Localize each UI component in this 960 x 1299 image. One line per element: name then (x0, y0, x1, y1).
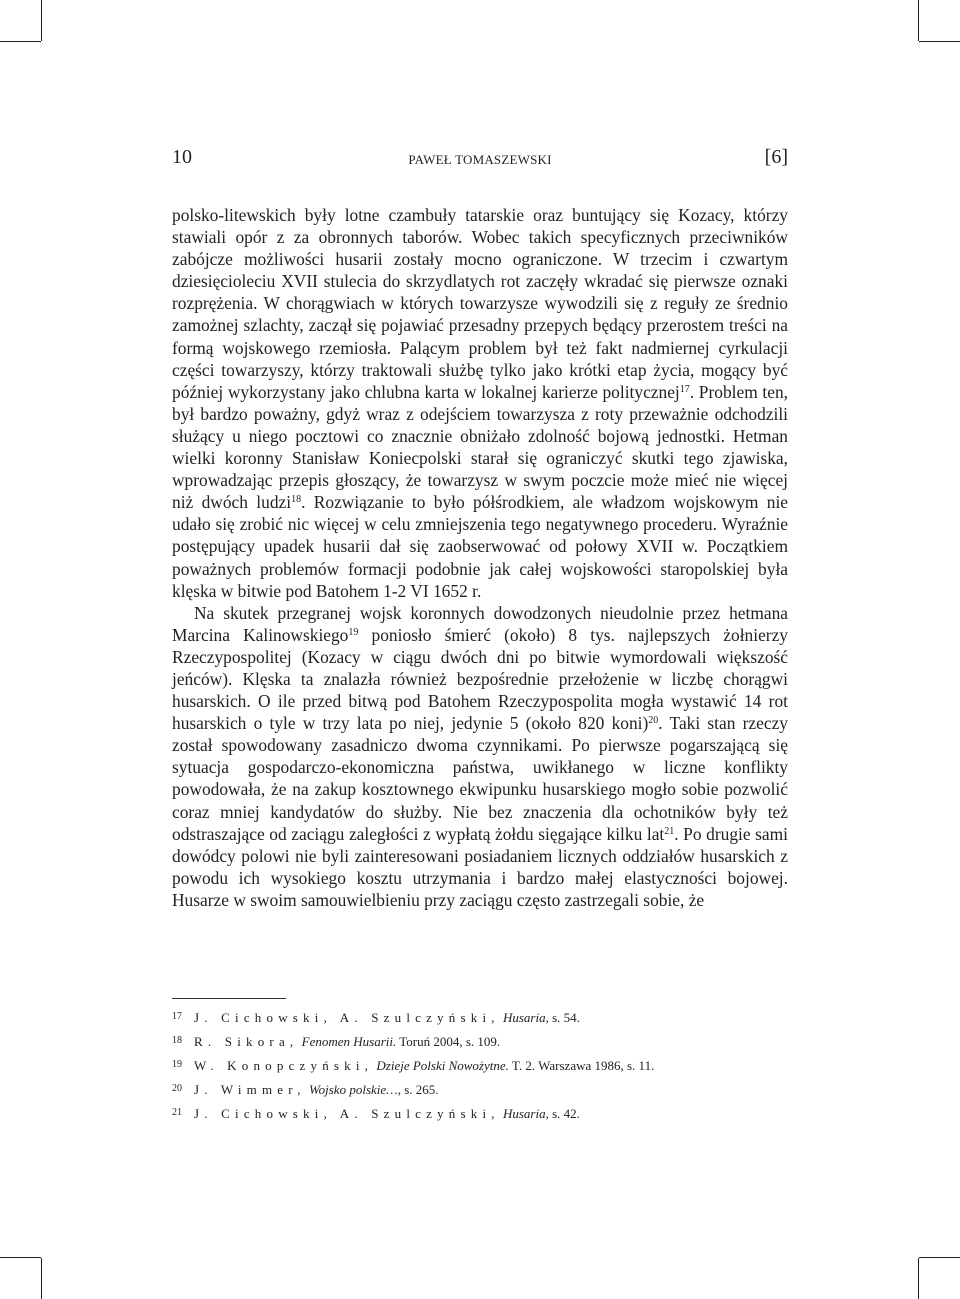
crop-mark (0, 41, 41, 42)
footnote-ref: 19 (348, 626, 359, 638)
bracket-page-number: [6] (764, 146, 788, 168)
running-head (172, 146, 788, 176)
footnote-ref: 17 (679, 383, 690, 395)
crop-mark (919, 41, 960, 42)
footnote: 21 J. Cichowski, A. Szulczyński, Husaria, s. 42. (172, 1106, 580, 1121)
footnote-title: Dzieje Polski Nowożytne. (376, 1058, 509, 1073)
footnote-author: J. Wimmer, (194, 1082, 306, 1097)
footnote-title: Husaria (502, 1106, 546, 1121)
footnote-author: R. Sikora, (194, 1034, 299, 1049)
footnote-title: Husaria (502, 1010, 546, 1025)
footnote-author: J. Cichowski, A. Szulczyński, (194, 1010, 500, 1025)
crop-mark (41, 1258, 42, 1299)
footnotes (172, 1008, 788, 1128)
crop-mark (918, 1258, 919, 1299)
footnote-ref: 18 (291, 494, 302, 506)
footnote-ref: 21 (664, 825, 675, 837)
footnote: 20 J. Wimmer, Wojsko polskie…, s. 265. (172, 1082, 439, 1097)
paragraph: Na skutek przegranej wojsk koronnych dowodzonych nieudolnie przez hetmana Marcina Kalinowskiego$^{19}$ poniosło śmierć (około) 8 tys. najlepszych żołnierzy Rzeczypospolitej (Kozacy w ciągu dwóch dni po bitwie wymordowali większość jeńców). Klęska ta znalazła również bezpośrednie przełożenie w liczbę chorągwi husarskich. O ile przed bitwą pod Batohem Rzeczypospolita mogła wystawić 14 rot husarskich o tyle w trzy lata po niej, jedynie 5 (około 820 koni)$^{20}$. Taki stan rzeczy został spowodowany zasadniczo dwoma czynnikami. Po pierwsze pogarszającą się sytuacja gospodarczo-ekonomiczna państwa, uwikłanego w liczne konflikty powodowała, że na zakup kosztownego ekwipunku husarskiego mogło sobie pozwolić coraz mniej kandydatów do służby. Nie bez znaczenia dla ochotników były też odstraszające od zaciągu zaległości z wypłatą żołdu sięgające kilku lat$^{21}$. Po drugie sami dowódcy polowi nie byli zainteresowani posiadaniem licznych oddziałów husarskich z powodu ich wysokiego kosztu utrzymania i bardzo małej elastyczności bojowej. Husarze w swoim samouwielbieniu przy zaciągu często zastrzegali sobie, że (172, 602, 788, 910)
crop-mark (41, 0, 42, 41)
footnote: 19 W. Konopczyński, Dzieje Polski Nowożytne. T. 2. Warszawa 1986, s. 11. (172, 1058, 655, 1073)
page-number: 10 (172, 146, 192, 168)
footnote: 17 J. Cichowski, A. Szulczyński, Husaria, s. 54. (172, 1010, 580, 1025)
footnote-ref: 20 (648, 715, 659, 727)
body-text (172, 204, 788, 911)
paragraph: polsko-litewskich były lotne czambuły tatarskie oraz buntujący się Kozacy, którzy stawiali opór z za obronnych taborów. Wobec takich specyficznych przeciwników zabójcze możliwości husarii zostały mocno ograniczone. W trzecim i czwartym dziesięcioleciu XVII stulecia do skrzydlatych rot zaczęły wkradać się pierwsze oznaki rozprężenia. W chorągwiach w których towarzysze wywodzili się z reguły ze średnio zamożnej szlachty, zaczął się pojawiać przesadny przepych będący przerostem treści na formą wojskowego rzemiosła. Palącym problem był też fakt nadmiernej cyrkulacji części towarzyszy, którzy traktowali służbę tylko jako krótki etap życia, mogący być później wykorzystany jako chlubna karta w lokalnej karierze politycznej$^{17}$. Problem ten, był bardzo poważny, gdyż wraz z odejściem towarzysza z roty przeważnie odchodzili służący u niego pocztowi co znacznie obniżało zdolność bojową jednostki. Hetman wielki koronny Stanisław Koniecpolski starał się ograniczyć skutki tego zjawiska, wprowadzając przepis głoszący, że towarzysz w swym poczcie może mieć nie więcej niż dwóch ludzi$^{18}$. Rozwiązanie to było półśrodkiem, ale władzom wojskowym nie udało się zrobić nic więcej w celu zmniejszenia tego negatywnego procederu. Wyraźnie postępujący upadek husarii dał się zaobserwować od połowy XVII w. Początkiem poważnych problemów formacji podobnie jak całej wojskowości staropolskiej była klęska w bitwie pod Batohem 1-2 VI 1652 r. (172, 205, 788, 601)
crop-mark (919, 1257, 960, 1258)
running-title: PAWEŁ TOMASZEWSKI (408, 152, 552, 167)
footnote-author: J. Cichowski, A. Szulczyński, (194, 1106, 500, 1121)
footnote-rule (172, 998, 286, 999)
footnote-title: Fenomen Husarii. (301, 1034, 397, 1049)
crop-mark (0, 1257, 41, 1258)
footnote-author: W. Konopczyński, (194, 1058, 374, 1073)
footnote: 18 R. Sikora, Fenomen Husarii. Toruń 2004, s. 109. (172, 1034, 501, 1049)
footnote-title: Wojsko polskie… (309, 1082, 398, 1097)
crop-mark (918, 0, 919, 41)
